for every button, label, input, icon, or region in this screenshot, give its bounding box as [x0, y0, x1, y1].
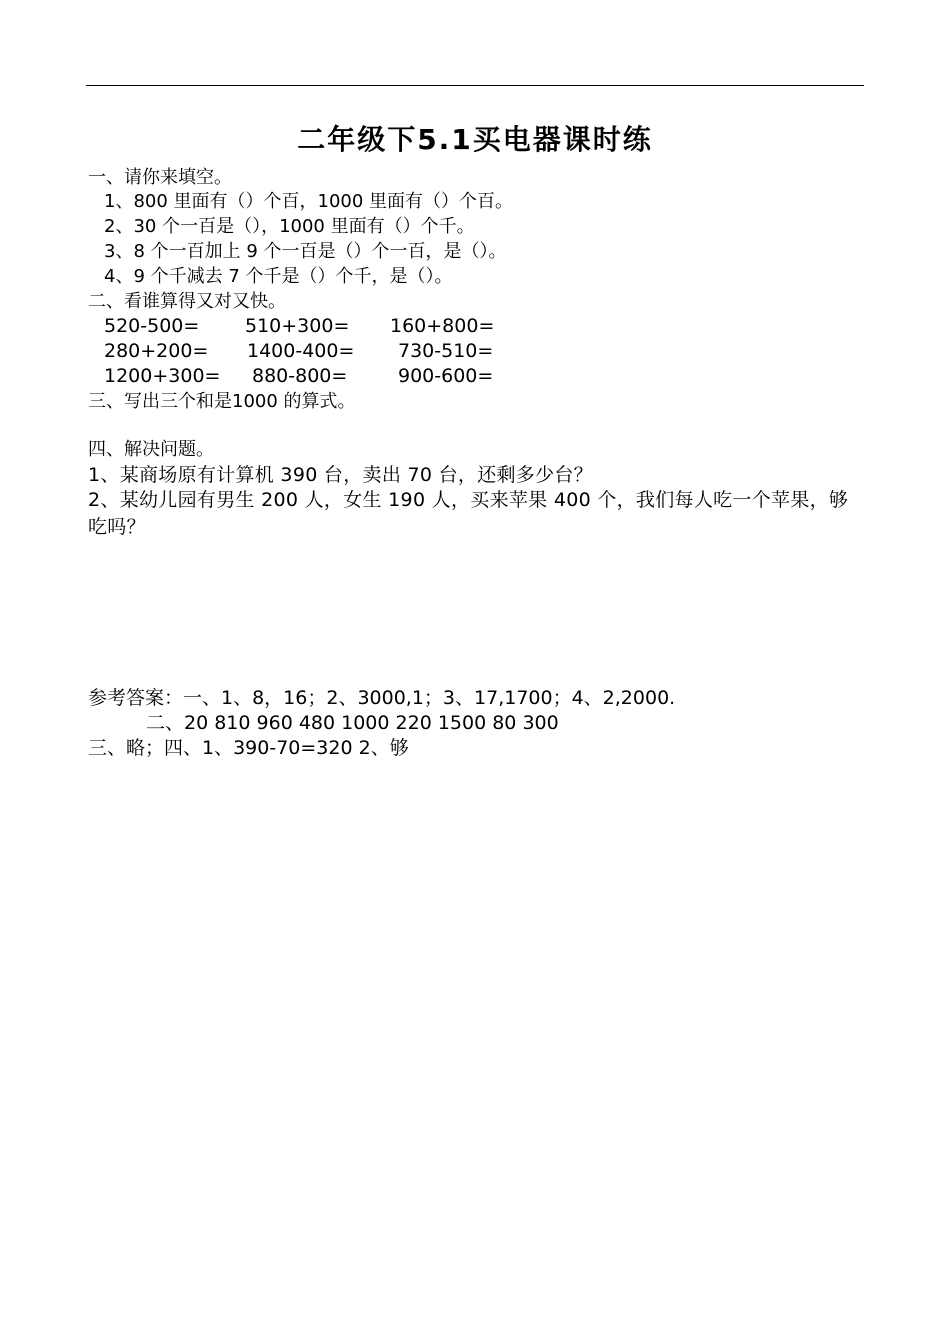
answer-key-line-3: 三、略；四、1、390-70=320 2、够	[88, 737, 409, 759]
word-problem-1: 1、某商场原有计算机 390 台，卖出 70 台，还剩多少台？	[88, 464, 593, 486]
fill-blank-item-4: 4、9 个千减去 7 个千是（）个千，是（）。	[104, 266, 453, 287]
header-rule	[86, 85, 864, 86]
section3-heading: 三、写出三个和是1000 的算式。	[88, 391, 356, 412]
answer-key-line-2: 二、20 810 960 480 1000 220 1500 80 300	[146, 712, 559, 734]
worksheet-title: 二年级下5.1买电器课时练	[297, 123, 653, 156]
calc-item: 520-500=	[104, 315, 200, 337]
section1-heading: 一、请你来填空。	[88, 167, 232, 188]
answer-key-line-1: 参考答案：一、1、8，16；2、3000,1；3、17,1700；4、2,2000.	[88, 687, 676, 709]
calc-item: 280+200=	[104, 340, 209, 362]
calc-item: 510+300=	[245, 315, 350, 337]
section4-heading: 四、解决问题。	[88, 439, 214, 460]
calc-item: 880-800=	[252, 365, 348, 387]
calc-item: 730-510=	[398, 340, 494, 362]
calc-item: 1400-400=	[247, 340, 355, 362]
calc-item: 1200+300=	[104, 365, 221, 387]
calc-item: 160+800=	[390, 315, 495, 337]
calc-item: 900-600=	[398, 365, 494, 387]
fill-blank-item-2: 2、30 个一百是（），1000 里面有（）个千。	[104, 216, 475, 237]
section2-heading: 二、看谁算得又对又快。	[88, 291, 286, 312]
word-problem-2: 2、某幼儿园有男生 200 人，女生 190 人，买来苹果 400 个，我们每人吃一个苹果，够吃吗？	[88, 489, 849, 538]
fill-blank-item-3: 3、8 个一百加上 9 个一百是（）个一百，是（）。	[104, 241, 507, 262]
fill-blank-item-1: 1、800 里面有（）个百，1000 里面有（）个百。	[104, 191, 514, 212]
